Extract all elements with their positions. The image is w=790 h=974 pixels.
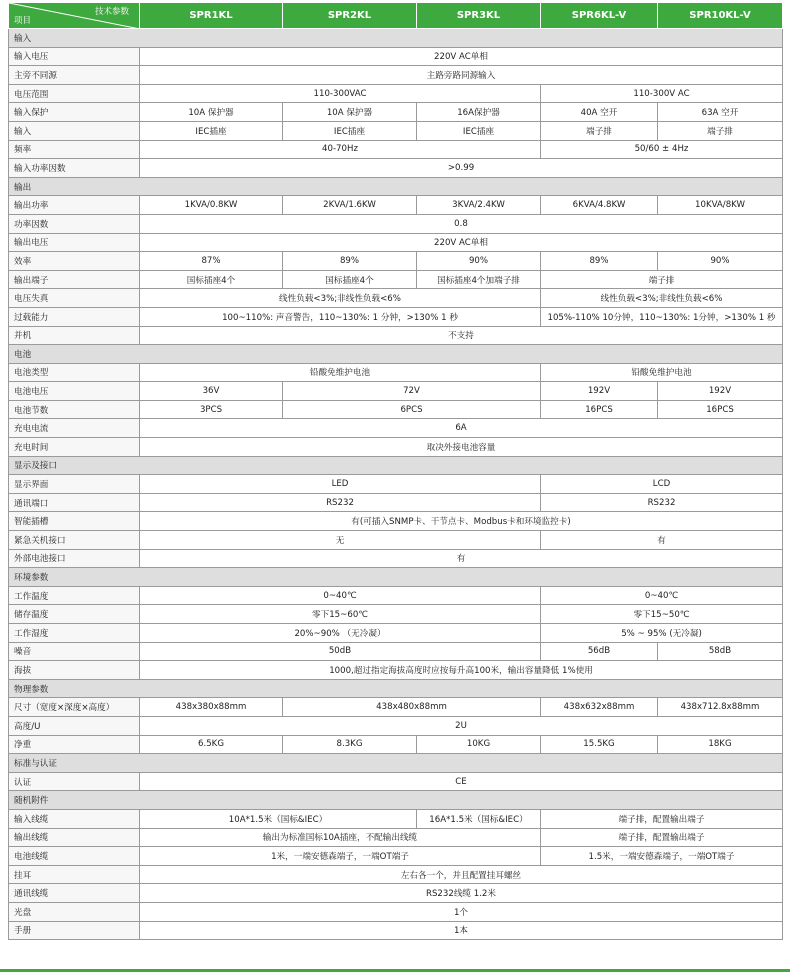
value-cell: 有(可插入SNMP卡、干节点卡、Modbus卡和环境监控卡) <box>140 512 783 531</box>
value-cell: >0.99 <box>140 159 783 178</box>
row-label: 通讯端口 <box>9 493 140 512</box>
value-cell: 5% ~ 95% (无冷凝) <box>541 624 783 643</box>
row-label: 电压失真 <box>9 289 140 308</box>
spec-row <box>9 84 783 103</box>
row-label: 频率 <box>9 140 140 159</box>
value-cell: CE <box>140 772 783 791</box>
row-label: 输入 <box>9 121 140 140</box>
value-cell: 线性负载<3%;非线性负载<6% <box>140 289 541 308</box>
value-cell: 零下15~60℃ <box>140 605 541 624</box>
value-cell: 有 <box>140 549 783 568</box>
spec-row <box>9 47 783 66</box>
header-model-spr10kl-v: SPR10KL-V <box>658 3 783 29</box>
value-cell: 1KVA/0.8KW <box>140 196 283 215</box>
spec-row <box>9 828 783 847</box>
spec-row <box>9 902 783 921</box>
value-cell: LCD <box>541 475 783 494</box>
value-cell: 端子排 <box>541 270 783 289</box>
value-cell: 铅酸免维护电池 <box>541 363 783 382</box>
row-label: 净重 <box>9 735 140 754</box>
value-cell: 72V <box>283 382 541 401</box>
value-cell: 3PCS <box>140 400 283 419</box>
value-cell: 端子排，配置输出端子 <box>541 809 783 828</box>
value-cell: 端子排 <box>658 121 783 140</box>
value-cell: 87% <box>140 252 283 271</box>
value-cell: 1本 <box>140 921 783 940</box>
value-cell: 58dB <box>658 642 783 661</box>
value-cell: 438x380x88mm <box>140 698 283 717</box>
section-row <box>9 791 783 810</box>
value-cell: 10KVA/8KW <box>658 196 783 215</box>
value-cell: 主路旁路同源输入 <box>140 66 783 85</box>
row-label: 工作湿度 <box>9 624 140 643</box>
spec-row <box>9 233 783 252</box>
spec-row <box>9 66 783 85</box>
value-cell: 端子排 <box>541 121 658 140</box>
value-cell: 0~40℃ <box>140 586 541 605</box>
spec-row <box>9 586 783 605</box>
value-cell: 36V <box>140 382 283 401</box>
value-cell: IEC插座 <box>283 121 417 140</box>
value-cell: 438x712.8x88mm <box>658 698 783 717</box>
spec-row <box>9 363 783 382</box>
value-cell: 89% <box>283 252 417 271</box>
row-label: 认证 <box>9 772 140 791</box>
value-cell: 89% <box>541 252 658 271</box>
value-cell: 1.5米，一端安德森端子，一端OT端子 <box>541 847 783 866</box>
section-title: 显示及接口 <box>9 456 783 475</box>
header-model-spr1kl: SPR1KL <box>140 3 283 29</box>
spec-row <box>9 214 783 233</box>
value-cell: 2U <box>140 716 783 735</box>
row-label: 输出电压 <box>9 233 140 252</box>
header-row <box>9 3 783 29</box>
corner-bottom-label: 项目 <box>14 16 32 26</box>
value-cell: 铅酸免维护电池 <box>140 363 541 382</box>
value-cell: 16PCS <box>658 400 783 419</box>
spec-row <box>9 735 783 754</box>
corner-top-label: 技术参数 <box>94 7 129 17</box>
row-label: 电池类型 <box>9 363 140 382</box>
value-cell: 50dB <box>140 642 541 661</box>
value-cell: 端子排，配置输出端子 <box>541 828 783 847</box>
spec-row <box>9 140 783 159</box>
spec-row <box>9 159 783 178</box>
row-label: 输出线缆 <box>9 828 140 847</box>
spec-row <box>9 289 783 308</box>
spec-table-body <box>9 3 783 940</box>
value-cell: 16A*1.5米（国标&IEC） <box>417 809 541 828</box>
section-row <box>9 29 783 48</box>
spec-row <box>9 196 783 215</box>
spec-row <box>9 438 783 457</box>
value-cell: 192V <box>658 382 783 401</box>
value-cell: 不支持 <box>140 326 783 345</box>
row-label: 工作温度 <box>9 586 140 605</box>
row-label: 光盘 <box>9 902 140 921</box>
value-cell: 220V AC单相 <box>140 47 783 66</box>
spec-row <box>9 419 783 438</box>
value-cell: 0.8 <box>140 214 783 233</box>
row-label: 外部电池接口 <box>9 549 140 568</box>
row-label: 效率 <box>9 252 140 271</box>
value-cell: 零下15~50℃ <box>541 605 783 624</box>
value-cell: 国标插座4个 <box>283 270 417 289</box>
header-model-spr3kl: SPR3KL <box>417 3 541 29</box>
value-cell: 40-70Hz <box>140 140 541 159</box>
spec-row <box>9 252 783 271</box>
value-cell: IEC插座 <box>417 121 541 140</box>
value-cell: 6KVA/4.8KW <box>541 196 658 215</box>
row-label: 输入电压 <box>9 47 140 66</box>
value-cell: 3KVA/2.4KW <box>417 196 541 215</box>
spec-row <box>9 270 783 289</box>
header-corner-cell <box>9 3 140 29</box>
section-row <box>9 679 783 698</box>
section-row <box>9 345 783 364</box>
spec-row <box>9 103 783 122</box>
row-label: 输出端子 <box>9 270 140 289</box>
value-cell: 6A <box>140 419 783 438</box>
row-label: 高度/U <box>9 716 140 735</box>
spec-row <box>9 326 783 345</box>
value-cell: 110-300VAC <box>140 84 541 103</box>
value-cell: 10KG <box>417 735 541 754</box>
section-title: 标准与认证 <box>9 754 783 773</box>
value-cell: 15.5KG <box>541 735 658 754</box>
row-label: 电压范围 <box>9 84 140 103</box>
spec-row <box>9 642 783 661</box>
value-cell: LED <box>140 475 541 494</box>
value-cell: 105%-110% 10分钟，110~130%: 1分钟，>130% 1 秒 <box>541 307 783 326</box>
value-cell: RS232线缆 1.2米 <box>140 884 783 903</box>
section-row <box>9 754 783 773</box>
value-cell: 438x480x88mm <box>283 698 541 717</box>
section-row <box>9 568 783 587</box>
value-cell: 取决外接电池容量 <box>140 438 783 457</box>
value-cell: 438x632x88mm <box>541 698 658 717</box>
row-label: 尺寸（宽度×深度×高度） <box>9 698 140 717</box>
value-cell: 220V AC单相 <box>140 233 783 252</box>
section-title: 输入 <box>9 29 783 48</box>
row-label: 电池线缆 <box>9 847 140 866</box>
spec-row <box>9 493 783 512</box>
section-row <box>9 456 783 475</box>
section-title: 电池 <box>9 345 783 364</box>
value-cell: 50/60 ± 4Hz <box>541 140 783 159</box>
value-cell: 6.5KG <box>140 735 283 754</box>
value-cell: 40A 空开 <box>541 103 658 122</box>
value-cell: 6PCS <box>283 400 541 419</box>
spec-row <box>9 661 783 680</box>
value-cell: 20%~90% （无冷凝） <box>140 624 541 643</box>
spec-row <box>9 921 783 940</box>
spec-row <box>9 624 783 643</box>
row-label: 并机 <box>9 326 140 345</box>
spec-row <box>9 884 783 903</box>
value-cell: 56dB <box>541 642 658 661</box>
value-cell: 16PCS <box>541 400 658 419</box>
row-label: 电池节数 <box>9 400 140 419</box>
value-cell: 100~110%: 声音警告，110~130%: 1 分钟，>130% 1 秒 <box>140 307 541 326</box>
row-label: 噪音 <box>9 642 140 661</box>
spec-row <box>9 400 783 419</box>
value-cell: RS232 <box>541 493 783 512</box>
value-cell: 16A保护器 <box>417 103 541 122</box>
row-label: 充电电流 <box>9 419 140 438</box>
spec-row <box>9 512 783 531</box>
value-cell: 10A 保护器 <box>283 103 417 122</box>
value-cell: 90% <box>417 252 541 271</box>
spec-row <box>9 531 783 550</box>
value-cell: 2KVA/1.6KW <box>283 196 417 215</box>
value-cell: 10A*1.5米（国标&IEC） <box>140 809 417 828</box>
spec-table <box>8 2 783 940</box>
value-cell: 线性负载<3%;非线性负载<6% <box>541 289 783 308</box>
spec-row <box>9 698 783 717</box>
value-cell: 1个 <box>140 902 783 921</box>
section-title: 输出 <box>9 177 783 196</box>
spec-row <box>9 121 783 140</box>
row-label: 手册 <box>9 921 140 940</box>
value-cell: 有 <box>541 531 783 550</box>
section-title: 物理参数 <box>9 679 783 698</box>
value-cell: 90% <box>658 252 783 271</box>
value-cell: 国标插座4个加端子排 <box>417 270 541 289</box>
spec-row <box>9 716 783 735</box>
value-cell: RS232 <box>140 493 541 512</box>
value-cell: 63A 空开 <box>658 103 783 122</box>
value-cell: 无 <box>140 531 541 550</box>
spec-row <box>9 475 783 494</box>
value-cell: 8.3KG <box>283 735 417 754</box>
value-cell: 192V <box>541 382 658 401</box>
section-title: 环境参数 <box>9 568 783 587</box>
value-cell: 国标插座4个 <box>140 270 283 289</box>
section-title: 随机附件 <box>9 791 783 810</box>
spec-row <box>9 847 783 866</box>
section-row <box>9 177 783 196</box>
value-cell: 0~40℃ <box>541 586 783 605</box>
row-label: 输出功率 <box>9 196 140 215</box>
value-cell: 1米，一端安德森端子，一端OT端子 <box>140 847 541 866</box>
row-label: 功率因数 <box>9 214 140 233</box>
row-label: 过载能力 <box>9 307 140 326</box>
value-cell: 左右各一个，并且配置挂耳螺丝 <box>140 865 783 884</box>
value-cell: IEC插座 <box>140 121 283 140</box>
value-cell: 110-300V AC <box>541 84 783 103</box>
header-model-spr2kl: SPR2KL <box>283 3 417 29</box>
row-label: 充电时间 <box>9 438 140 457</box>
row-label: 显示界面 <box>9 475 140 494</box>
row-label: 挂耳 <box>9 865 140 884</box>
value-cell: 1000,超过指定海拔高度时应按每升高100米，输出容量降低 1%使用 <box>140 661 783 680</box>
header-model-spr6kl-v: SPR6KL-V <box>541 3 658 29</box>
spec-row <box>9 307 783 326</box>
row-label: 紧急关机接口 <box>9 531 140 550</box>
spec-row <box>9 605 783 624</box>
value-cell: 18KG <box>658 735 783 754</box>
row-label: 海拔 <box>9 661 140 680</box>
bottom-accent-bar <box>0 969 790 972</box>
row-label: 输入保护 <box>9 103 140 122</box>
row-label: 储存温度 <box>9 605 140 624</box>
value-cell: 输出为标准国标10A插座，不配输出线缆 <box>140 828 541 847</box>
row-label: 智能插槽 <box>9 512 140 531</box>
value-cell: 10A 保护器 <box>140 103 283 122</box>
spec-row <box>9 809 783 828</box>
spec-row <box>9 549 783 568</box>
spec-row <box>9 382 783 401</box>
row-label: 通讯线缆 <box>9 884 140 903</box>
row-label: 输入功率因数 <box>9 159 140 178</box>
row-label: 电池电压 <box>9 382 140 401</box>
spec-row <box>9 772 783 791</box>
row-label: 主旁不同源 <box>9 66 140 85</box>
row-label: 输入线缆 <box>9 809 140 828</box>
spec-row <box>9 865 783 884</box>
